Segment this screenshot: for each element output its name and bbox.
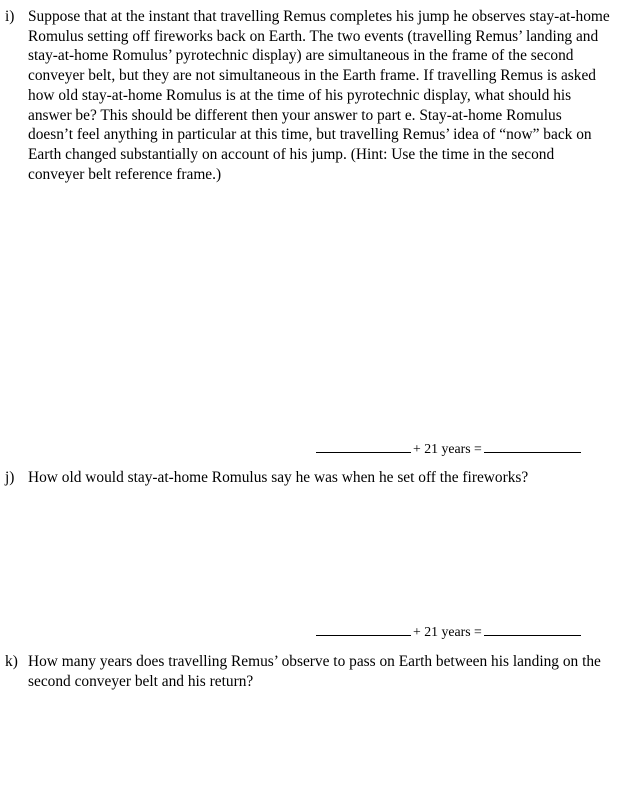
question-label: k) (5, 653, 18, 670)
answer-blank-left[interactable] (316, 621, 411, 636)
question-text: How many years does travelling Remus’ observe to pass on Earth between his landing on the second conveyer belt and his return? (28, 653, 601, 690)
answer-blank-right[interactable] (484, 621, 581, 636)
answer-blank-right[interactable] (484, 438, 581, 453)
question-label: i) (5, 8, 15, 25)
answer-blank-left[interactable] (316, 438, 411, 453)
answer-line-j (316, 621, 598, 641)
question-k (0, 652, 610, 691)
question-label: j) (5, 469, 15, 486)
question-j (0, 468, 610, 488)
answer-line-i (316, 438, 598, 458)
question-text: Suppose that at the instant that travelling Remus completes his jump he observes stay-at-home Romulus setting off fireworks back on Earth. The two events (travelling Remus’ landing and stay-at-home Romulus’ pyrotechnic display) are simultaneous in the frame of the second conveyer belt, but they are not simultaneous in the Earth frame. If travelling Remus is asked how old stay-at-home Romulus is at the time of his pyrotechnic display, what should his answer be? This should be different then your answer to part e. Stay-at-home Romulus doesn’t feel anything in particular at this time, but travelling Remus’ idea of “now” back on Earth changed substantially on account of his jump. (Hint: Use the time in the second conveyer belt reference frame.) (28, 8, 610, 183)
question-text: How old would stay-at-home Romulus say he was when he set off the fireworks? (28, 469, 529, 486)
question-i (0, 7, 610, 184)
answer-expression: + 21 years = (413, 624, 482, 639)
answer-expression: + 21 years = (413, 441, 482, 456)
